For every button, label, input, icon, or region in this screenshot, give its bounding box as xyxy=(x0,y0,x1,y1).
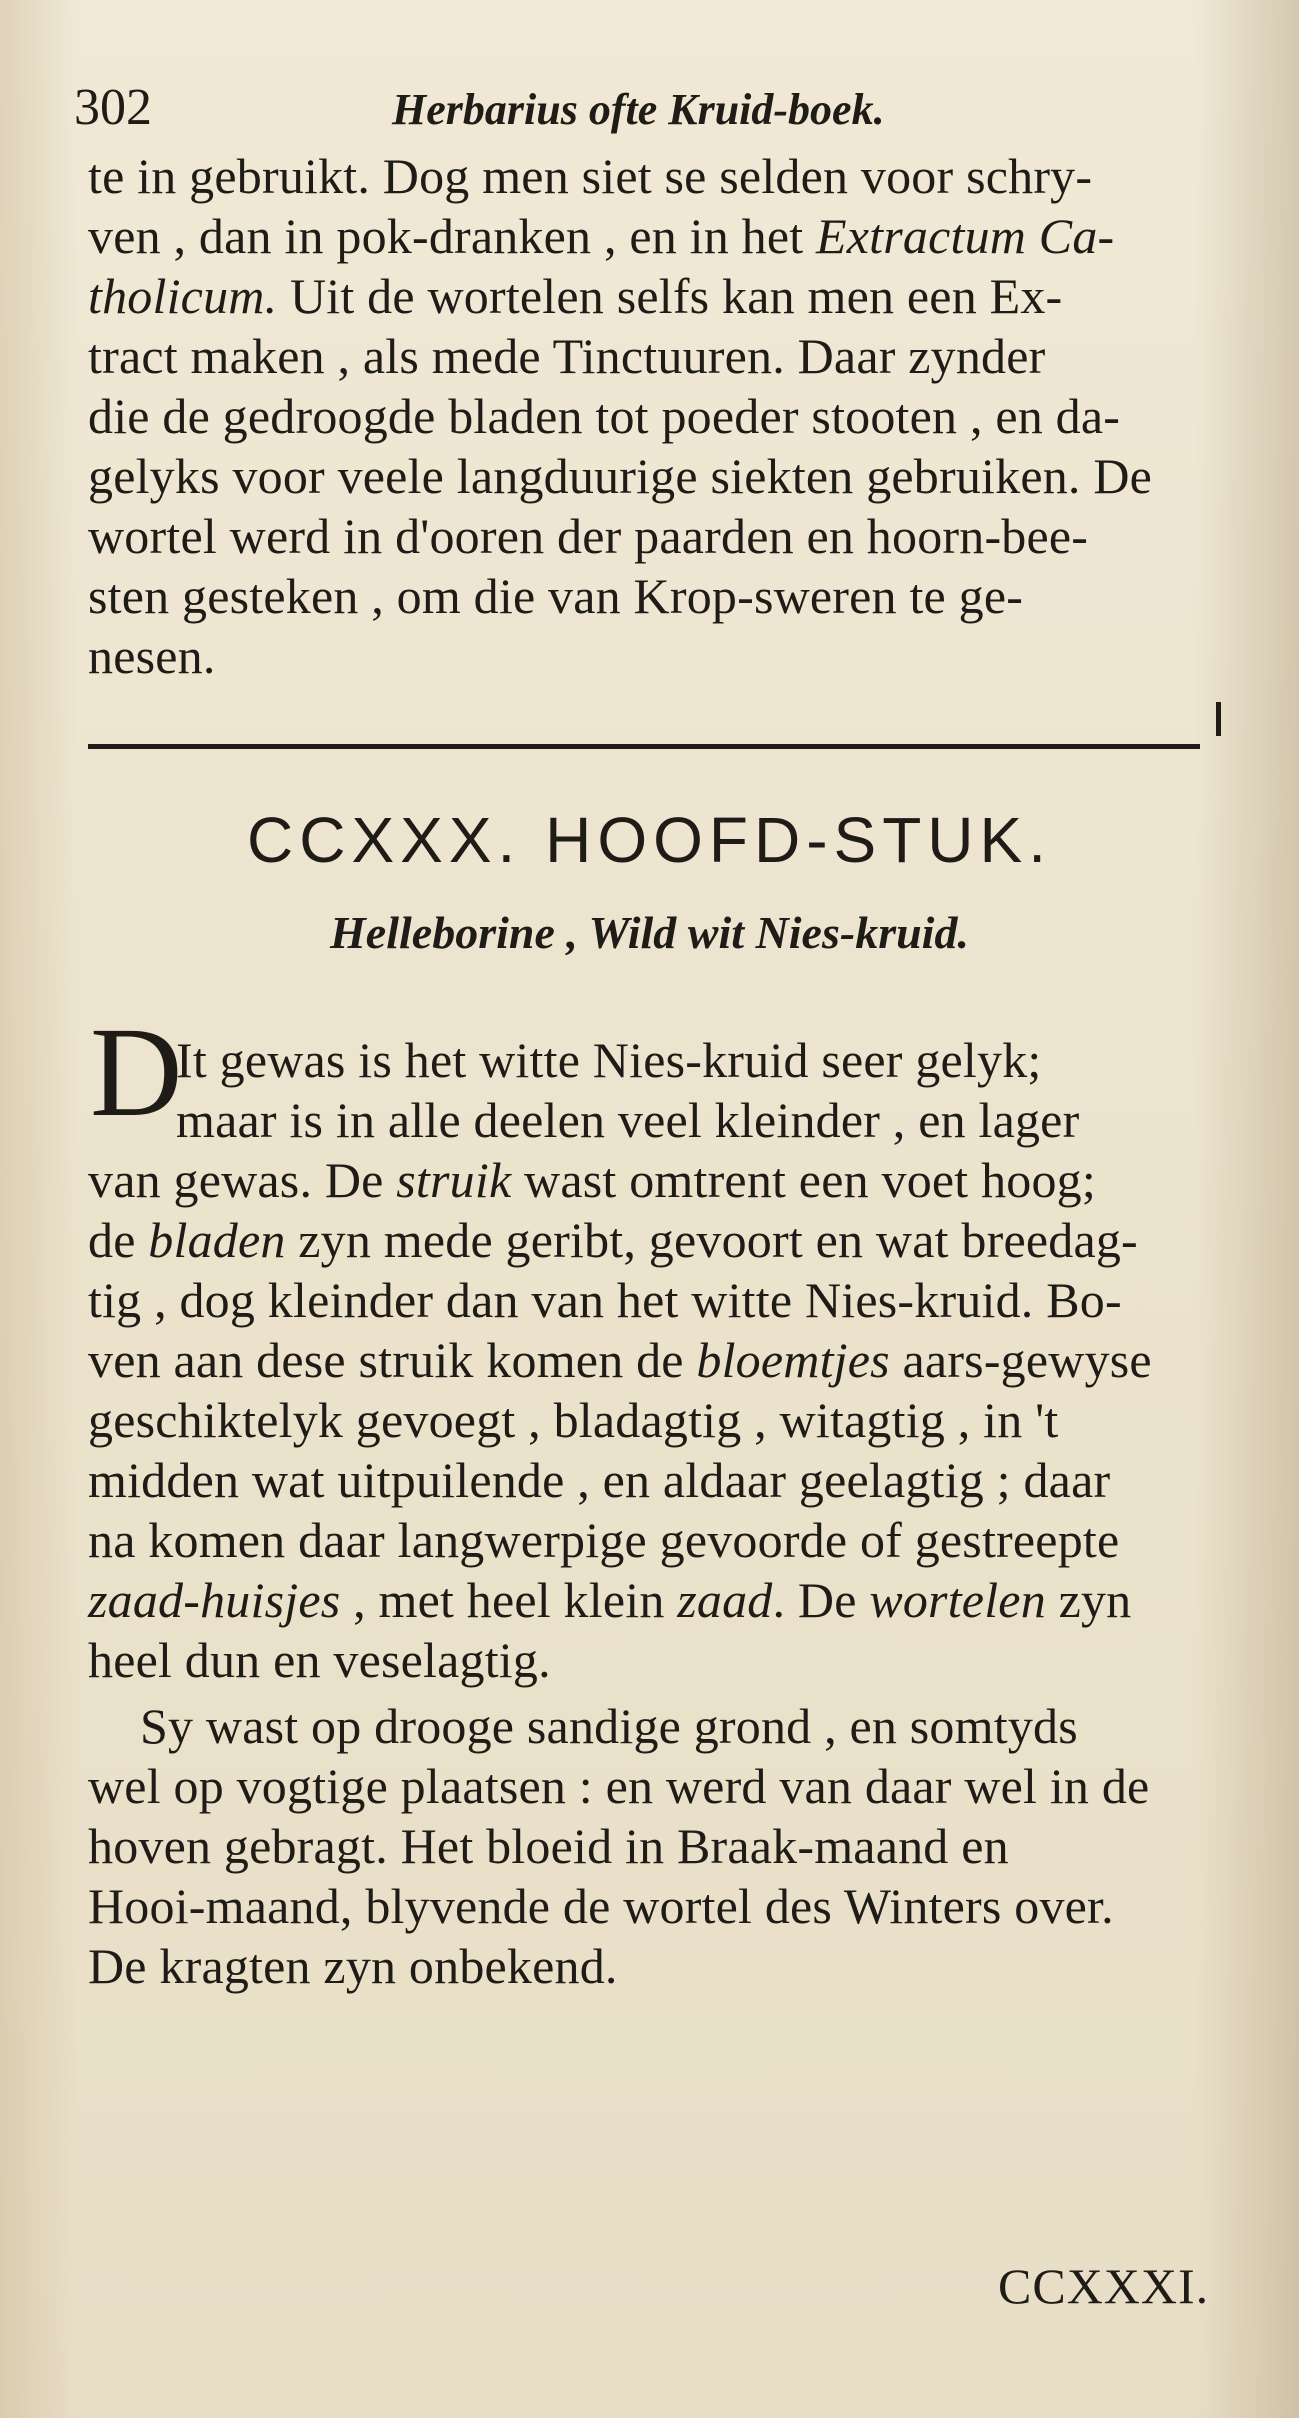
text-line: midden wat uitpuilende , en aldaar geelagtig ; daar xyxy=(88,1452,1111,1508)
text-line: De kragten zyn onbekend. xyxy=(88,1938,618,1994)
chapter-heading: CCXXX. HOOFD-STUK. xyxy=(247,804,1052,876)
catchword: CCXXXI. xyxy=(998,2258,1210,2314)
text-line: wortel werd in d'ooren der paarden en hoorn-bee- xyxy=(88,508,1089,564)
text-line: wel op vogtige plaatsen : en werd van daar wel in de xyxy=(88,1758,1150,1814)
text-line: ven , dan in pok-dranken , en in het Extractum Ca- xyxy=(88,208,1115,264)
text-line: die de gedroogde bladen tot poeder stooten , en da- xyxy=(88,388,1121,444)
text-line: heel dun en veselagtig. xyxy=(88,1632,551,1688)
text-line: gelyks voor veele langduurige siekten gebruiken. De xyxy=(88,448,1153,504)
text-line: Hooi-maand, blyvende de wortel des Winters over. xyxy=(88,1878,1114,1934)
text-line: hoven gebragt. Het bloeid in Braak-maand en xyxy=(88,1818,1009,1874)
text-line: ven aan dese struik komen de bloemtjes aars-gewyse xyxy=(88,1332,1152,1388)
chapter-subtitle: Helleborine , Wild wit Nies-kruid. xyxy=(330,907,969,958)
text-line: te in gebruikt. Dog men siet se selden voor schry- xyxy=(88,148,1093,204)
text-line: tig , dog kleinder dan van het witte Nies-kruid. Bo- xyxy=(88,1272,1122,1328)
page-number: 302 xyxy=(74,79,152,136)
text-line: Sy wast op drooge sandige grond , en somtyds xyxy=(140,1698,1078,1754)
section-rule xyxy=(88,744,1200,749)
text-line: van gewas. De struik wast omtrent een voet hoog; xyxy=(88,1152,1096,1208)
drop-cap: D xyxy=(90,1001,183,1143)
text-line: sten gesteken , om die van Krop-sweren te ge- xyxy=(88,568,1024,624)
rule-mark xyxy=(1216,702,1221,736)
text-line: na komen daar langwerpige gevoorde of gestreepte xyxy=(88,1512,1120,1568)
text-line: zaad-huisjes , met heel klein zaad. De wortelen zyn xyxy=(88,1572,1132,1628)
text-line: geschiktelyk gevoegt , bladagtig , witagtig , in 't xyxy=(88,1392,1059,1448)
running-title: Herbarius ofte Kruid-boek. xyxy=(392,85,885,134)
text-line: tholicum. Uit de wortelen selfs kan men een Ex- xyxy=(88,268,1063,324)
text-line: de bladen zyn mede geribt, gevoort en wat breedag- xyxy=(88,1212,1138,1268)
text-line: tract maken , als mede Tinctuuren. Daar zynder xyxy=(88,328,1046,384)
text-line: nesen. xyxy=(88,628,216,684)
text-line: maar is in alle deelen veel kleinder , en lager xyxy=(176,1092,1080,1148)
text-line: It gewas is het witte Nies-kruid seer gelyk; xyxy=(176,1032,1042,1088)
